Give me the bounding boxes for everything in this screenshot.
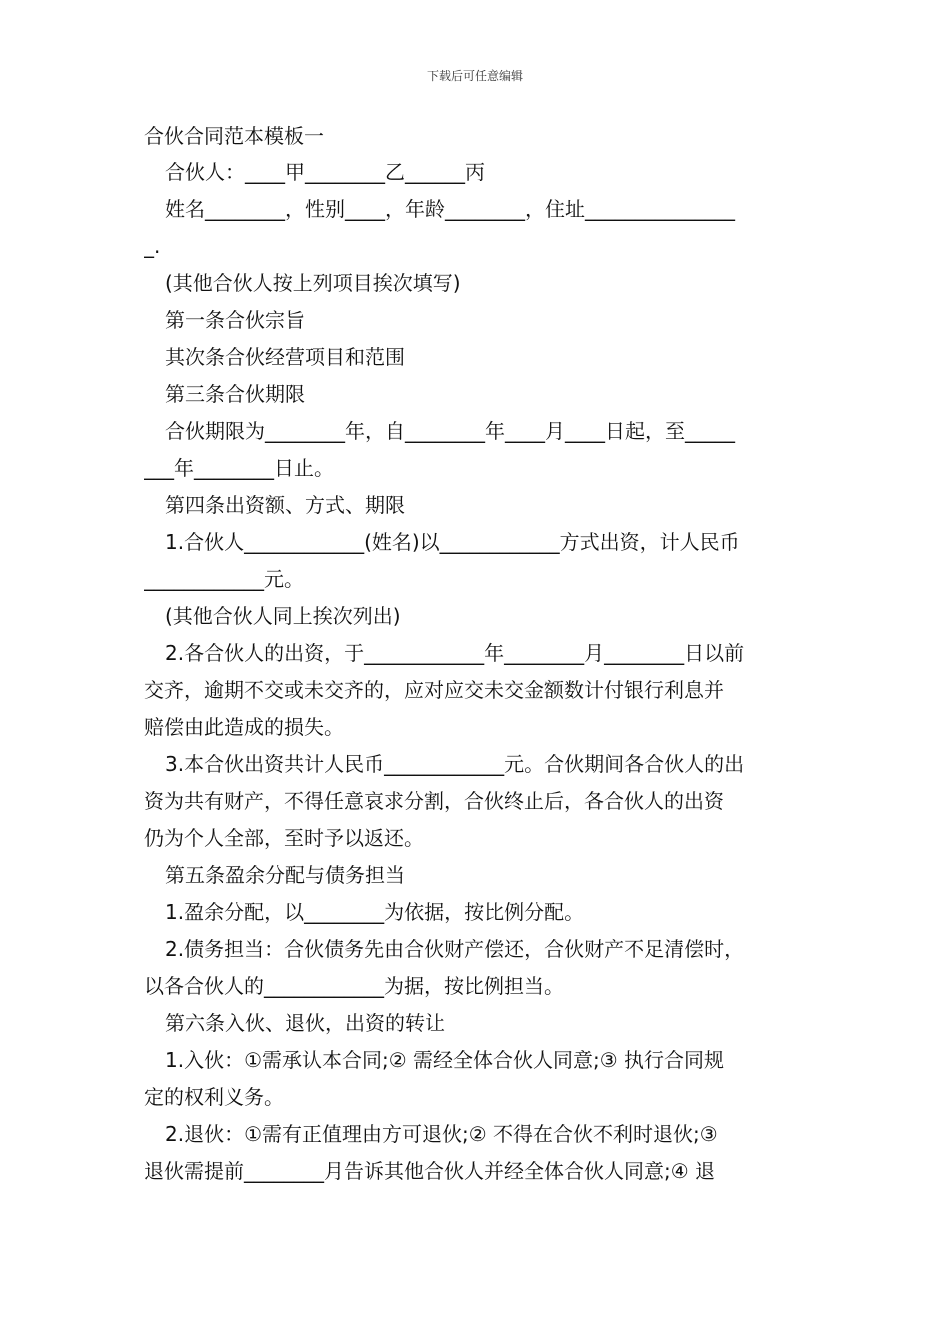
document-title: 合伙合同范本模板一	[144, 124, 324, 148]
article-6-heading: 第六条入伙、退伙，出资的转让	[165, 1011, 445, 1035]
clause-6-2-continued: 退伙需提前________月告诉其他合伙人并经全体合伙人同意;④ 退	[144, 1159, 716, 1183]
article-4-heading: 第四条出资额、方式、期限	[165, 493, 405, 517]
article-1-heading: 第一条合伙宗旨	[165, 308, 305, 332]
clause-6-1-continued: 定的权利义务。	[144, 1085, 284, 1109]
header-note: 下载后可任意编辑	[426, 69, 523, 83]
other-partners-list-note: (其他合伙人同上挨次列出)	[165, 604, 401, 628]
term-line: 合伙期限为________年，自________年____月____日起，至_____	[165, 419, 735, 443]
partners-line: 合伙人：____甲________乙______丙	[165, 160, 485, 184]
partner-info-continued: _.	[144, 234, 161, 258]
article-3-heading: 第三条合伙期限	[165, 382, 305, 406]
clause-5-1: 1.盈余分配，以________为依据，按比例分配。	[165, 900, 585, 924]
clause-4-2-line-2: 交齐，逾期不交或未交齐的，应对应交未交金额数计付银行利息并	[144, 678, 724, 702]
article-2-heading: 其次条合伙经营项目和范围	[165, 345, 405, 369]
partner-info-line: 姓名________，性别____，年龄________，住址_______________	[165, 197, 735, 221]
clause-4-3-line-3: 仍为个人全部，至时予以返还。	[144, 826, 424, 850]
contract-body	[144, 118, 808, 1190]
clause-4-1-continued: ____________元。	[144, 567, 304, 591]
term-line-continued: ___年________日止。	[144, 456, 334, 480]
clause-4-3-line-2: 资为共有财产，不得任意哀求分割，合伙终止后，各合伙人的出资	[144, 789, 724, 813]
article-5-heading: 第五条盈余分配与债务担当	[165, 863, 405, 887]
clause-4-3: 3.本合伙出资共计人民币____________元。合伙期间各合伙人的出	[165, 752, 745, 776]
clause-4-1: 1.合伙人____________(姓名)以____________方式出资，计人民币	[165, 530, 740, 554]
other-partners-note: (其他合伙人按上列项目挨次填写)	[165, 271, 461, 295]
clause-4-2: 2.各合伙人的出资，于____________年________月________日以前	[165, 641, 745, 665]
clause-6-1: 1.入伙：①需承认本合同;② 需经全体合伙人同意;③ 执行合同规	[165, 1048, 725, 1072]
clause-5-2-continued: 以各合伙人的____________为据，按比例担当。	[144, 974, 564, 998]
clause-6-2: 2.退伙：①需有正值理由方可退伙;② 不得在合伙不利时退伙;③	[165, 1122, 718, 1146]
clause-4-2-line-3: 赔偿由此造成的损失。	[144, 715, 344, 739]
clause-5-2: 2.债务担当：合伙债务先由合伙财产偿还，合伙财产不足清偿时，	[165, 937, 745, 961]
